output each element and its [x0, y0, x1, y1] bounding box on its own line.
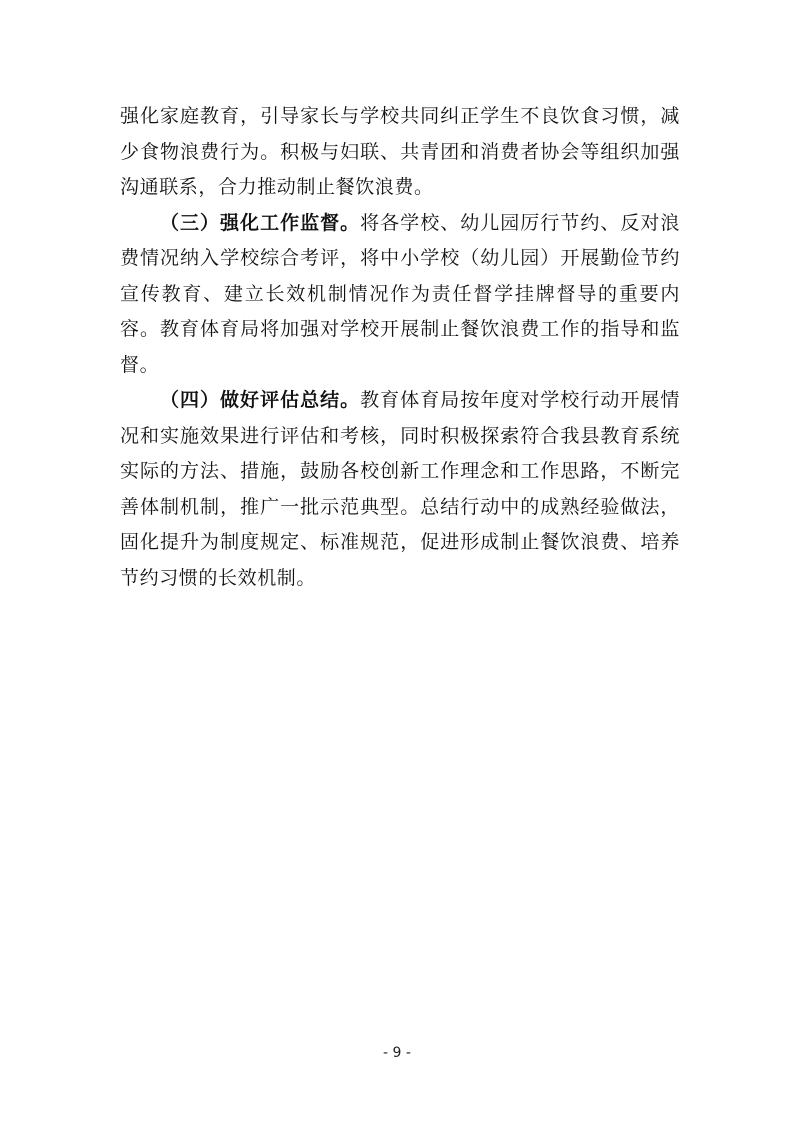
paragraph-text: 将各学校、幼儿园厉行节约、反对浪费情况纳入学校综合考评，将中小学校（幼儿园）开展勤俭节约宣传教育、建立长效机制情况作为责任督学挂牌督导的重要内容。教育体育局将加强对学校开展制止餐饮浪费工作的指导和监督。	[120, 211, 680, 376]
paragraph-evaluation-summary	[120, 383, 680, 596]
page-number: - 9 -	[383, 1045, 411, 1061]
paragraph-text: 强化家庭教育，引导家长与学校共同纠正学生不良饮食习惯，减少食物浪费行为。积极与妇联、共青团和消费者协会等组织加强沟通联系，合力推动制止餐饮浪费。	[120, 105, 680, 198]
paragraph-work-supervision	[120, 206, 680, 384]
paragraph-heading: （三）强化工作监督。	[160, 211, 361, 234]
paragraph-continuation	[120, 99, 680, 206]
document-body	[120, 99, 680, 596]
paragraph-text: 教育体育局按年度对学校行动开展情况和实施效果进行评估和考核，同时积极探索符合我县教育系统实际的方法、措施，鼓励各校创新工作理念和工作思路，不断完善体制机制，推广一批示范典型。总结行动中的成熟经验做法，固化提升为制度规定、标准规范，促进形成制止餐饮浪费、培养节约习惯的长效机制。	[120, 389, 680, 589]
paragraph-heading: （四）做好评估总结。	[160, 389, 361, 411]
